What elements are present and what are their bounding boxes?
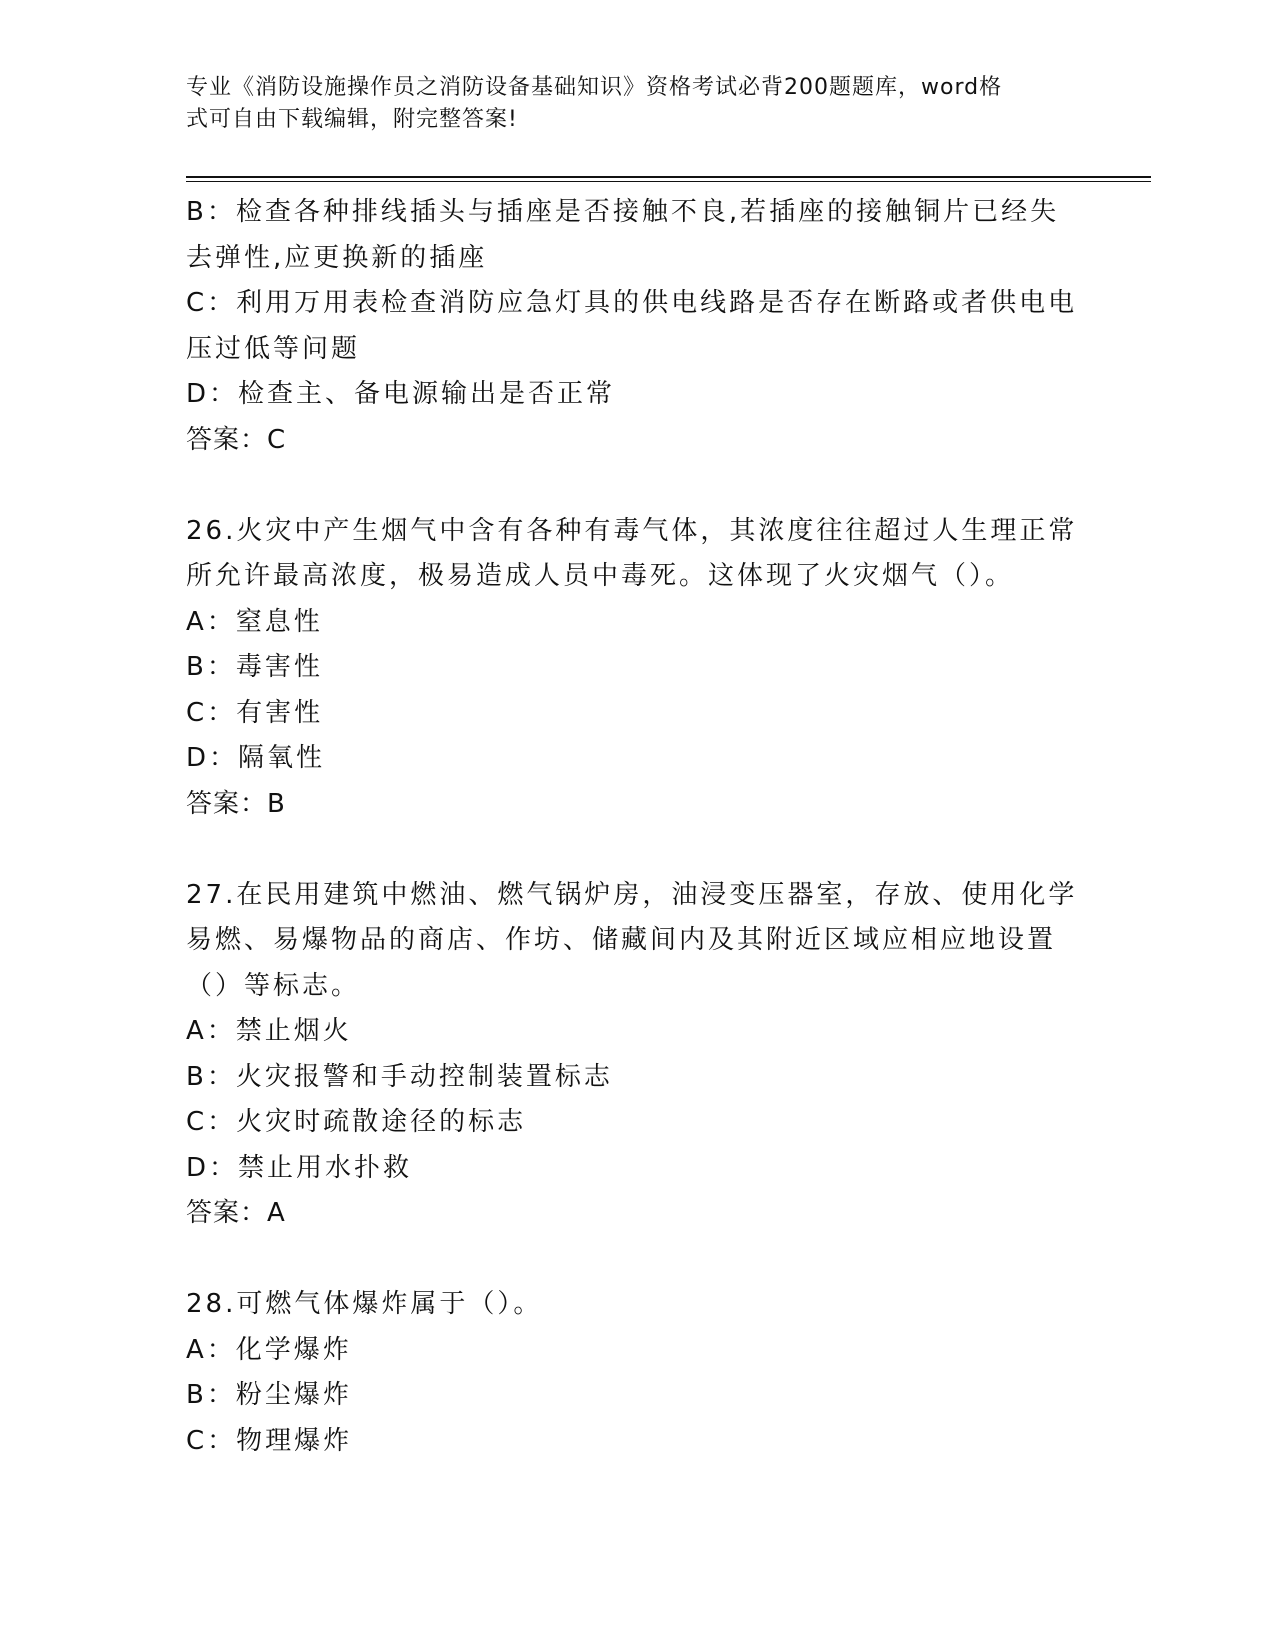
question-stem-line-1: 28.可燃气体爆炸属于（）。 [186,1289,543,1319]
question-stem-line-2: 所允许最高浓度，极易造成人员中毒死。这体现了火灾烟气（）。 [186,561,1015,591]
option-a: A：窒息性 [186,606,323,637]
question-28 [186,1282,1086,1464]
option-b-line-2: 去弹性,应更换新的插座 [186,242,488,273]
option-b-line-1: B：检查各种排线插头与插座是否接触不良,若插座的接触铜片已经失 [186,197,1060,227]
option-a: A：禁止烟火 [186,1016,352,1046]
document-body [186,190,1086,1464]
question-27 [186,873,1086,1237]
option-b: B：火灾报警和手动控制装置标志 [186,1061,613,1092]
question-stem-line-2: 易燃、易爆物品的商店、作坊、储藏间内及其附近区域应相应地设置 [186,925,1057,955]
option-c-line-2: 压过低等问题 [186,333,361,364]
question-stem-line-3: （）等标志。 [186,970,361,1001]
header-rule-top [186,176,1151,178]
option-c: C：物理爆炸 [186,1425,353,1456]
header-line-2: 式可自由下载编辑，附完整答案! [186,107,518,132]
header-line-1: 专业《消防设施操作员之消防设备基础知识》资格考试必背200题题库，word格 [186,75,1003,100]
spacer [186,827,1086,873]
header-rule-bottom [186,181,1151,182]
document-header [186,72,1086,136]
question-stem-line-1: 26.火灾中产生烟气中含有各种有毒气体，其浓度往往超过人生理正常 [186,515,1078,546]
option-c: C：火灾时疏散途径的标志 [186,1107,527,1137]
option-b: B：粉尘爆炸 [186,1380,352,1410]
option-d: D：隔氧性 [186,743,326,773]
option-b: B：毒害性 [186,652,323,682]
question-26 [186,509,1086,828]
option-d: D：检查主、备电源输出是否正常 [186,379,616,409]
spacer [186,1237,1086,1283]
option-d: D：禁止用水扑救 [186,1152,413,1183]
option-c-line-1: C：利用万用表检查消防应急灯具的供电线路是否存在断路或者供电电 [186,288,1078,318]
question-stem-line-1: 27.在民用建筑中燃油、燃气锅炉房，油浸变压器室，存放、使用化学 [186,879,1078,910]
answer: 答案：C [186,424,287,455]
spacer [186,463,1086,509]
question-25-continued [186,190,1086,463]
answer: 答案：A [186,1198,286,1228]
answer: 答案：B [186,788,286,819]
option-c: C：有害性 [186,697,324,728]
option-a: A：化学爆炸 [186,1334,352,1365]
